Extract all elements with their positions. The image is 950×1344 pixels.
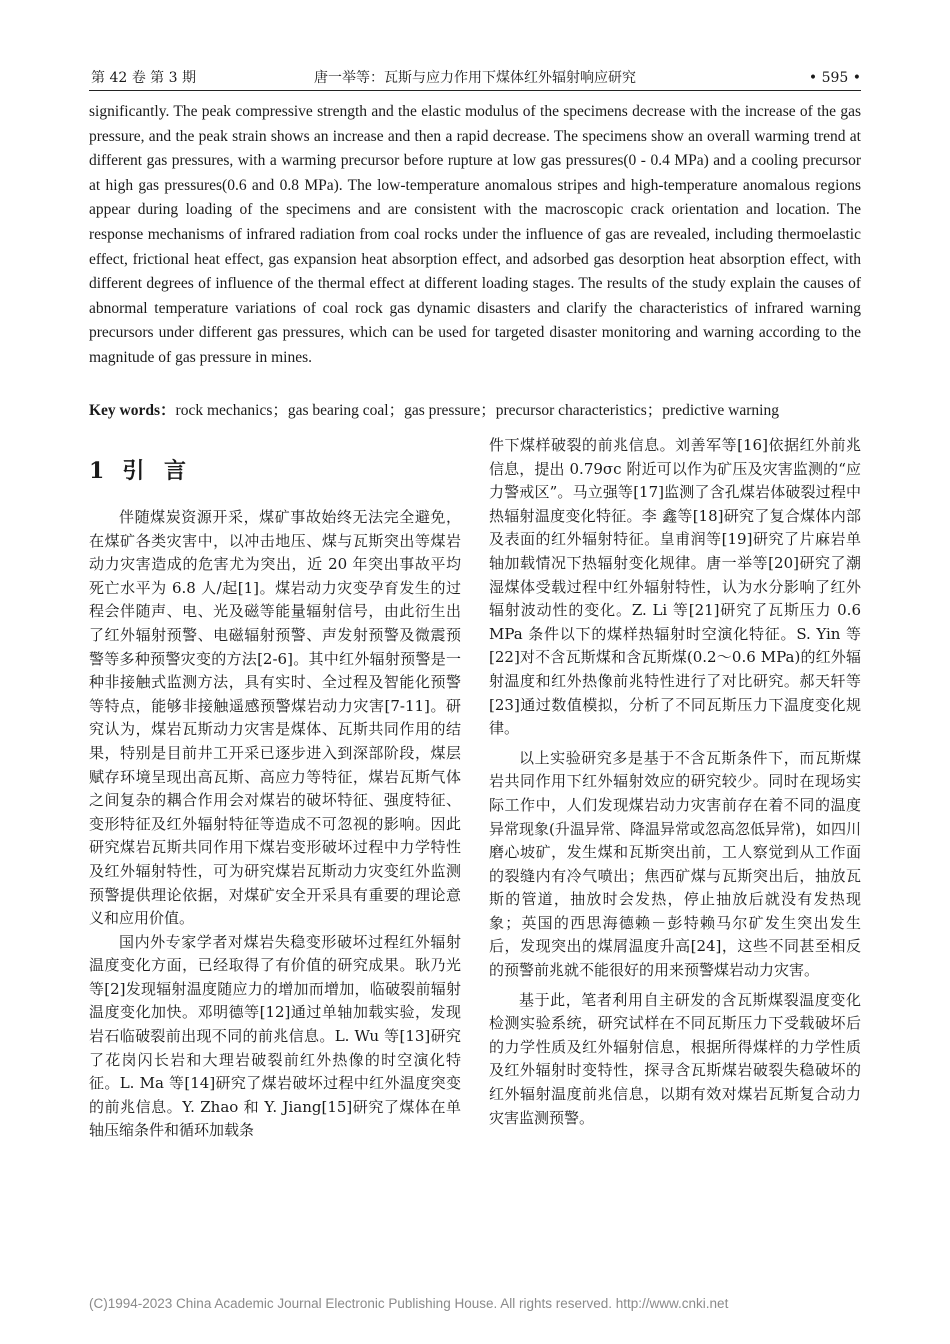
section-number: 1 xyxy=(89,458,105,484)
volume-issue: 第 42 卷 第 3 期 xyxy=(91,70,196,86)
keywords-text: rock mechanics；gas bearing coal；gas pressure；precursor characteristics；predictive warning xyxy=(175,402,779,419)
keywords-label: Key words： xyxy=(89,402,176,419)
paragraph: 基于此，笔者利用自主研发的含瓦斯煤裂温度变化检测实验系统，研究试样在不同瓦斯压力下受载破坏后的力学性质及红外辐射信息，根据所得煤样的力学性质及红外辐射时变特性，探寻含瓦斯煤岩破裂失稳破坏的红外辐射温度前兆信息，以期有效对煤岩瓦斯复合动力灾害监测预警。 xyxy=(489,990,861,1127)
page-number: • 595 • xyxy=(808,70,861,86)
left-column xyxy=(89,434,461,1143)
section-title: 引 言 xyxy=(122,458,192,484)
section-heading xyxy=(89,456,461,486)
paragraph: 伴随煤炭资源开采，煤矿事故始终无法完全避免，在煤矿各类灾害中，以冲击地压、煤与瓦斯突出等煤岩动力灾害造成的危害尤为突出，近 20 年突出事故平均死亡水平为 6.8 人/起[1]。煤岩动力灾变孕育发生的过程会伴随声、电、光及磁等能量辐射信号，由此衍生出了红外辐射预警、电磁辐射预警、声发射预警及微震预警等多种预警灾变的方法[2-6]。其中红外辐射预警是一种非接触式监测方法，具有实时、全过程及智能化预警等特点，能够非接触遥感预警煤岩动力灾害[7-11]。研究认为，煤岩瓦斯动力灾害是煤体、瓦斯共同作用的结果，特别是目前井工开采已逐步进入到深部阶段，煤层赋存环境呈现出高瓦斯、高应力等特征，煤岩瓦斯气体之间复杂的耦合作用会对煤岩的破坏特征、强度特征、变形特征及红外辐射特征等造成不可忽视的影响。因此研究煤岩瓦斯共同作用下煤岩变形破坏过程中力学特性及红外辐射特性，可为研究煤岩瓦斯动力灾变红外监测预警提供理论依据，对煤矿安全开采具有重要的理论意义和应用价值。 xyxy=(89,508,461,928)
running-header xyxy=(89,64,861,90)
running-title: 唐一举等：瓦斯与应力作用下煤体红外辐射响应研究 xyxy=(314,70,636,86)
paragraph: 以上实验研究多是基于不含瓦斯条件下，而瓦斯煤岩共同作用下红外辐射效应的研究较少。同时在现场实际工作中，人们发现煤岩动力灾害前存在着不同的温度异常现象(升温异常、降温异常或忽高忽低异常)，如四川磨心坡矿，发生煤和瓦斯突出前，工人察觉到从工作面的裂缝内有冷气喷出；焦西矿煤与瓦斯突出后，抽放瓦斯的管道，抽放时会发热，停止抽放后就没有发热现象；英国的西思海德赖－彭特赖马尔矿发生突出发生后，发现突出的煤屑温度升高[24]，这些不同甚至相反的预警前兆就不能很好的用来预警煤岩动力灾害。 xyxy=(489,748,861,980)
paragraph: 件下煤样破裂的前兆信息。刘善军等[16]依据红外前兆信息，提出 0.79σc 附近可以作为矿压及灾害监测的“应力警戒区”。马立强等[17]监测了含孔煤岩体破裂过程中热辐射温度变化特征。李 鑫等[18]研究了复合煤体内部及表面的红外辐射特征。皇甫润等[19]研究了片麻岩单轴加载情况下热辐射变化规律。唐一举等[20]研究了潮湿煤体受载过程中红外辐射特性，认为水分影响了红外辐射波动性的变化。Z. Li 等[21]研究了瓦斯压力 0.6 MPa 条件以下的煤样热辐射时空演化特征。S. Yin 等[22]对不含瓦斯煤和含瓦斯煤(0.2～0.6 MPa)的红外辐射温度和红外热像前兆特性进行了对比研究。郝天轩等[23]通过数值模拟，分析了不同瓦斯压力下温度变化规律。 xyxy=(489,436,861,738)
right-column xyxy=(489,434,861,1130)
keywords-line xyxy=(89,399,861,423)
copyright-footer: (C)1994-2023 China Academic Journal Electronic Publishing House. All rights reserved. http://www.cnki.net xyxy=(89,1296,729,1311)
header-divider xyxy=(89,90,861,91)
abstract-text: significantly. The peak compressive strength and the elastic modulus of the specimens decrease with the increase of the gas pressure, and the peak strain shows an increase and then a rapid decrease. The specimens show an overall warming trend at different gas pressures, with a warming precursor before rupture at low gas pressures(0 ‑ 0.4 MPa) and a cooling precursor at high gas pressures(0.6 and 0.8 MPa). The low-temperature anomalous stripes and high-temperature anomalous regions appear during loading of the specimens and are consistent with the macroscopic crack orientation and location. The response mechanisms of infrared radiation from coal rocks under the influence of gas are revealed, including thermoelastic effect, frictional heat effect, gas expansion heat absorption effect, and adsorbed gas desorption heat absorption effect, with different degrees of influence of the thermal effect at different loading stages. The results of the study explain the causes of abnormal temperature variations of coal rock gas dynamic disasters and clarify the characteristics of infrared warning precursors under different gas pressures, which can be used for targeted disaster monitoring and warning according to the magnitude of gas pressure in mines. xyxy=(89,103,861,366)
paragraph: 国内外专家学者对煤岩失稳变形破坏过程红外辐射温度变化方面，已经取得了有价值的研究成果。耿乃光等[2]发现辐射温度随应力的增加而增加，临破裂前辐射温度变化加快。邓明德等[12]通过单轴加载实验，发现岩石临破裂前出现不同的前兆信息。L. Wu 等[13]研究了花岗闪长岩和大理岩破裂前红外热像的时空演化特征。L. Ma 等[14]研究了煤岩破坏过程中红外温度突变的前兆信息。Y. Zhao 和 Y. Jiang[15]研究了煤体在单轴压缩条件和循环加载条 xyxy=(89,932,461,1140)
